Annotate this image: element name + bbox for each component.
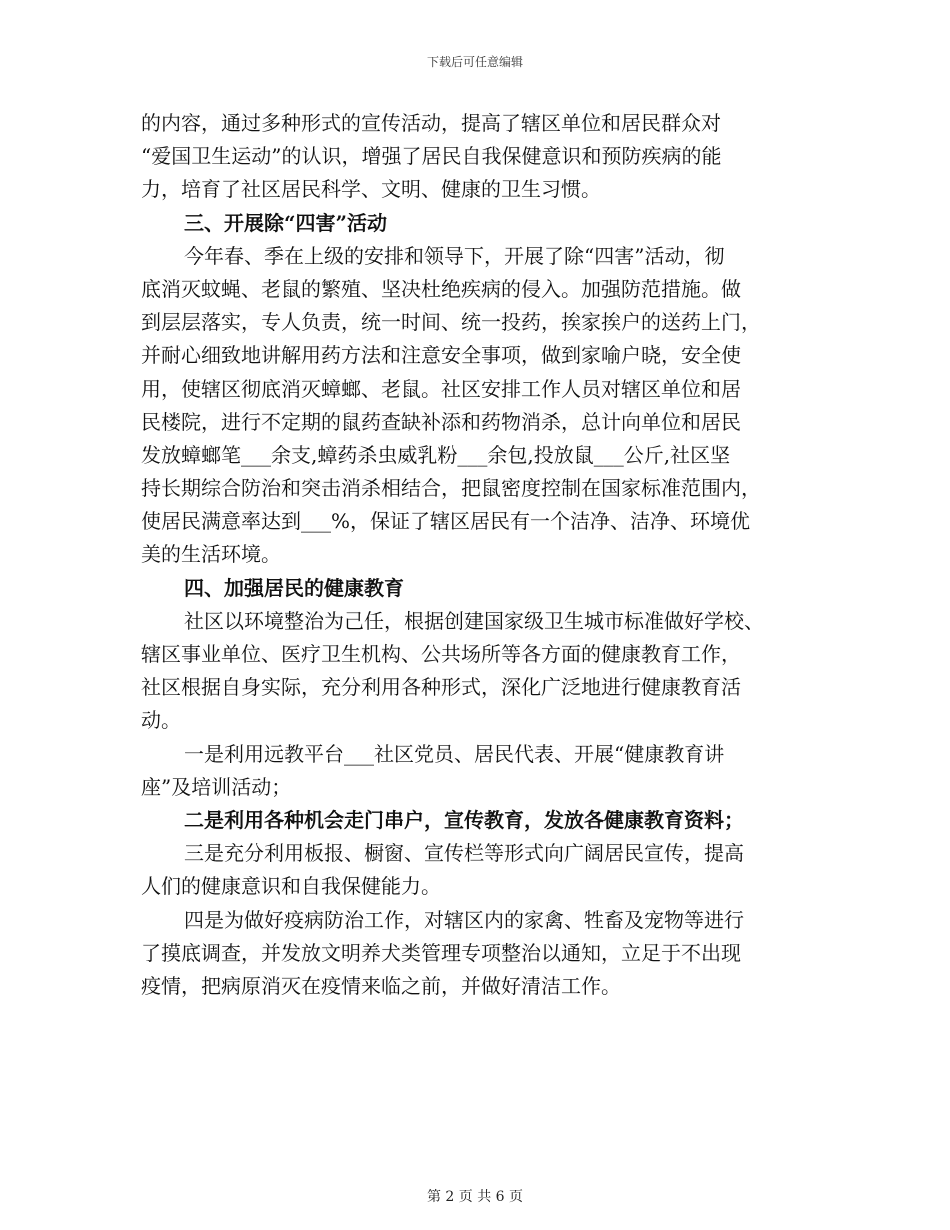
section-heading-line: 二是利用各种机会走门串户，宣传教育，发放各健康教育资料； [184,807,744,832]
paragraph-line: 美的生活环境。 [141,542,281,567]
paragraph-line: 今年春、季在上级的安排和领导下，开展了除“四害”活动，彻 [184,243,725,268]
document-body [141,107,811,1003]
paragraph-line: 到层层落实，专人负责，统一时间、统一投药，挨家挨户的送药上门， [141,310,761,335]
paragraph-line: 社区以环境整治为己任，根据创建国家级卫生城市标准做好学校、 [184,608,764,633]
paragraph-line: “爱国卫生运动”的认识，增强了居民自我保健意识和预防疾病的能 [141,144,722,169]
paragraph-line: 人们的健康意识和自我保健能力。 [141,874,441,899]
paragraph-line: 使居民满意率达到___%，保证了辖区居民有一个洁净、洁净、环境优 [141,509,751,534]
paragraph-line: 疫情，把病原消灭在疫情来临之前，并做好清洁工作。 [141,973,621,998]
paragraph-line: 持长期综合防治和突击消杀相结合，把鼠密度控制在国家标准范围内， [141,476,761,501]
page-number: 第 2 页 共 6 页 [426,1189,524,1205]
paragraph-line: 辖区事业单位、医疗卫生机构、公共场所等各方面的健康教育工作， [141,642,741,666]
paragraph-line: 并耐心细致地讲解用药方法和注意安全事项，做到家喻户晓，安全使 [141,343,741,368]
section-heading-line: 四、加强居民的健康教育 [184,575,404,600]
paragraph-line: 民楼院，进行不定期的鼠药查缺补添和药物消杀，总计向单位和居民 [141,409,741,434]
section-heading-line: 三、开展除“四害”活动 [184,210,388,235]
paragraph-line: 社区根据自身实际，充分利用各种形式，深化广泛地进行健康教育活 [141,675,741,700]
paragraph-line: 座”及培训活动； [141,774,292,799]
paragraph-line: 发放蟑螂笔___余支,蟑药杀虫威乳粉___余包,投放鼠___公斤,社区坚 [141,442,731,467]
page-header: 下载后可任意编辑 [426,55,523,69]
paragraph-line: 了摸底调查，并发放文明养犬类管理专项整治以通知，立足于不出现 [141,940,741,965]
paragraph-line: 一是利用远教平台___社区党员、居民代表、开展“健康教育讲 [184,741,725,766]
paragraph-line: 四是为做好疫病防治工作，对辖区内的家禽、牲畜及宠物等进行 [184,907,744,932]
paragraph-line: 用，使辖区彻底消灭蟑螂、老鼠。社区安排工作人员对辖区单位和居 [141,376,741,401]
paragraph-line: 底消灭蚊蝇、老鼠的繁殖、坚决杜绝疾病的侵入。加强防范措施。做 [141,276,741,301]
paragraph-line: 三是充分利用板报、橱窗、宣传栏等形式向广阔居民宣传，提高 [184,841,744,866]
paragraph-line: 力，培育了社区居民科学、文明、健康的卫生习惯。 [141,177,601,202]
paragraph-line: 的内容，通过多种形式的宣传活动，提高了辖区单位和居民群众对 [141,111,721,135]
paragraph-line: 动。 [141,708,181,733]
